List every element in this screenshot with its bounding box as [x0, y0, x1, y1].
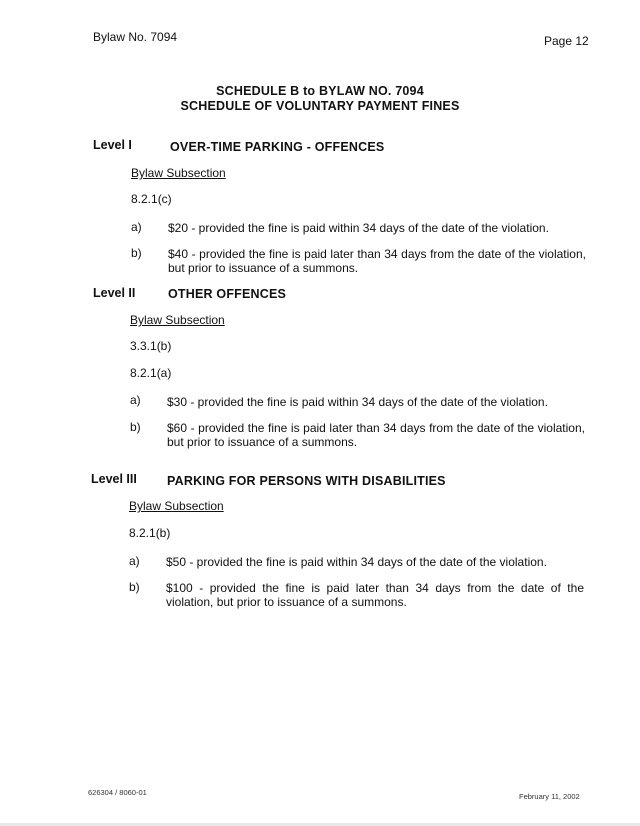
level-2-item-b-text: $60 - provided the fine is paid later than 34 days from the date of the violation, but prior to issuance of a summons. [167, 421, 585, 449]
schedule-subtitle: SCHEDULE OF VOLUNTARY PAYMENT FINES [180, 99, 460, 113]
level-3-item-b-marker: b) [129, 580, 140, 594]
schedule-title: SCHEDULE B to BYLAW NO. 7094 [216, 84, 424, 98]
level-3-item-b-text: $100 - provided the fine is paid later than 34 days from the date of the violation, but prior to issuance of a summons. [166, 581, 584, 609]
level-2-code-1: 3.3.1(b) [130, 339, 172, 353]
document-id: 626304 / 8060-01 [88, 788, 147, 797]
level-2-item-b-marker: b) [130, 420, 141, 434]
level-1-code: 8.2.1(c) [131, 192, 172, 206]
level-3-label: Level III [91, 472, 137, 486]
document-date: February 11, 2002 [519, 792, 580, 801]
level-3-subsection-label: Bylaw Subsection [129, 499, 224, 513]
level-2-item-a-text: $30 - provided the fine is paid within 34 days of the date of the violation. [167, 395, 548, 409]
level-1-label: Level I [93, 138, 132, 152]
level-2-label: Level II [93, 286, 136, 300]
level-3-item-a-text: $50 - provided the fine is paid within 34 days of the date of the violation. [166, 555, 547, 569]
level-2-item-a-marker: a) [130, 393, 141, 407]
level-3-item-a-marker: a) [129, 554, 140, 568]
level-1-title: OVER-TIME PARKING - OFFENCES [170, 140, 385, 154]
level-2-code-2: 8.2.1(a) [130, 366, 172, 380]
level-1-item-a-marker: a) [131, 220, 142, 234]
level-3-code: 8.2.1(b) [129, 526, 171, 540]
level-1-item-b-text: $40 - provided the fine is paid later than 34 days from the date of the violation, but prior to issuance of a summons. [168, 247, 586, 275]
level-1-item-a-text: $20 - provided the fine is paid within 34 days of the date of the violation. [168, 221, 549, 235]
level-3-title: PARKING FOR PERSONS WITH DISABILITIES [167, 474, 446, 488]
level-1-subsection-label: Bylaw Subsection [131, 166, 226, 180]
level-2-title: OTHER OFFENCES [168, 287, 287, 301]
level-1-item-b-marker: b) [131, 246, 142, 260]
bylaw-number: Bylaw No. 7094 [93, 30, 178, 44]
page-number: Page 12 [544, 34, 589, 48]
level-2-subsection-label: Bylaw Subsection [130, 313, 225, 327]
